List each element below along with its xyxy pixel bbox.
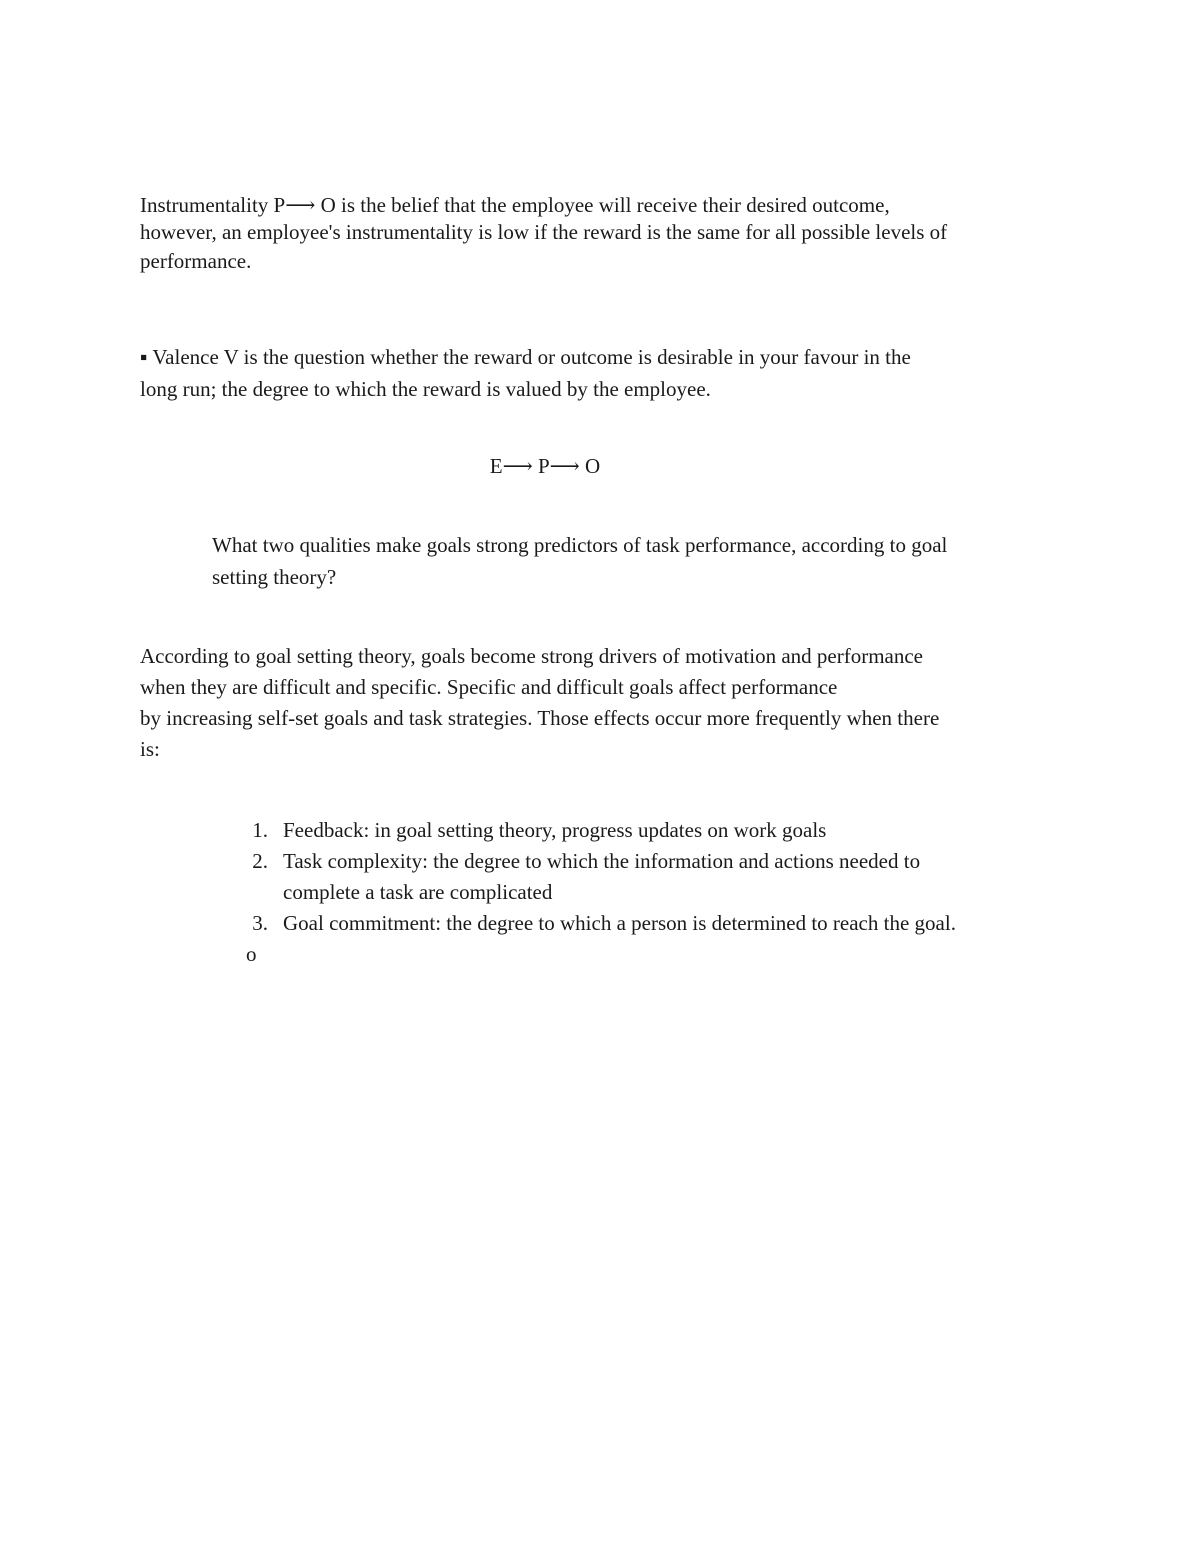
answer-line-1: According to goal setting theory, goals become strong drivers of motivation and performance — [140, 644, 923, 668]
question-line-2: setting theory? — [212, 565, 337, 589]
formula: E⟶ P⟶ O — [489, 454, 601, 478]
hollow-bullet-icon: o — [246, 942, 257, 966]
valence-text-1: Valence V is the question whether the reward or outcome is desirable in your favour in the — [147, 345, 911, 369]
square-bullet-icon: ▪ — [140, 345, 148, 369]
list-number: 2. — [252, 849, 268, 873]
list-item-text: Goal commitment: the degree to which a person is determined to reach the goal. — [283, 911, 956, 935]
list-number: 3. — [252, 911, 268, 935]
list-item-text: Feedback: in goal setting theory, progress updates on work goals — [283, 818, 827, 842]
question-line-1: What two qualities make goals strong predictors of task performance, according to goal — [212, 533, 948, 557]
valence-line-2: long run; the degree to which the reward is valued by the employee. — [140, 377, 711, 401]
instrumentality-line-3: performance. — [140, 249, 252, 273]
valence-line-1 — [140, 347, 911, 368]
instrumentality-line-2: however, an employee's instrumentality is low if the reward is the same for all possible levels of — [140, 220, 948, 244]
list-item-text-continued: complete a task are complicated — [283, 880, 553, 904]
list-item-text: Task complexity: the degree to which the information and actions needed to — [283, 849, 921, 873]
answer-line-2: when they are difficult and specific. Specific and difficult goals affect performance — [140, 675, 838, 699]
instrumentality-line-1: Instrumentality P⟶ O is the belief that the employee will receive their desired outcome, — [140, 193, 890, 217]
answer-line-3: by increasing self-set goals and task strategies. Those effects occur more frequently when there — [140, 706, 940, 730]
answer-line-4: is: — [140, 737, 160, 761]
list-number: 1. — [252, 818, 268, 842]
